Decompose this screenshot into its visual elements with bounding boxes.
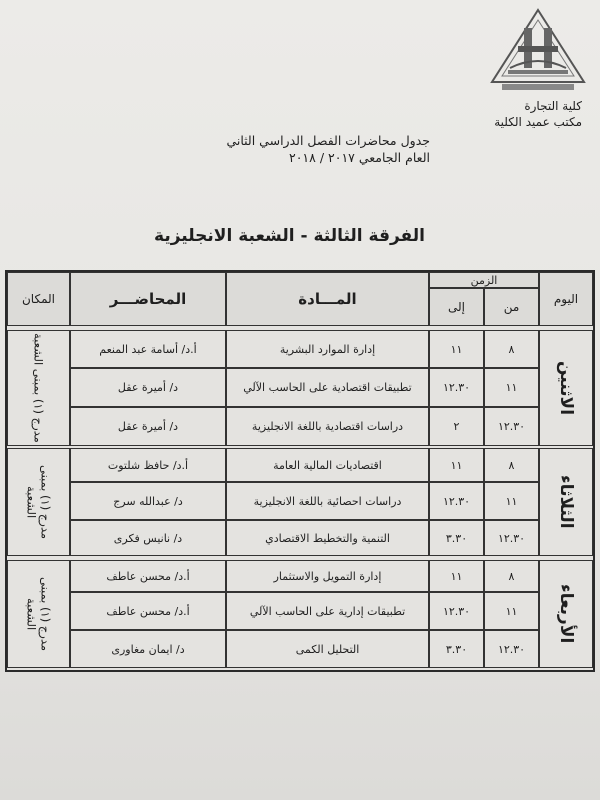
lecturer-cell: أ.د/ أسامة عبد المنعم	[70, 330, 226, 368]
to-cell: ١٢.٣٠	[429, 482, 484, 520]
header-place: المكان	[7, 272, 70, 326]
day-tuesday: الثلاثاء	[539, 448, 593, 556]
lecturer-cell: د/ أميرة عقل	[70, 368, 226, 407]
faculty-block	[494, 98, 582, 130]
subject-cell: اقتصاديات المالية العامة	[226, 448, 429, 482]
subject-cell: تطبيقات إدارية على الحاسب الآلي	[226, 592, 429, 630]
subject-cell: دراسات اقتصادية باللغة الانجليزية	[226, 407, 429, 446]
to-cell: ١١	[429, 330, 484, 368]
lecturer-cell: د/ ايمان مغاورى	[70, 630, 226, 668]
to-cell: ١١	[429, 560, 484, 592]
subject-cell: إدارة التمويل والاستثمار	[226, 560, 429, 592]
header-day: اليوم	[539, 272, 593, 326]
to-cell: ١١	[429, 448, 484, 482]
subject-cell: تطبيقات اقتصادية على الحاسب الآلي	[226, 368, 429, 407]
from-cell: ١٢.٣٠	[484, 630, 539, 668]
place-tuesday: مدرج (١) بمبنى الشعبة	[7, 448, 70, 556]
lecturer-cell: د/ عبدالله سرج	[70, 482, 226, 520]
schedule-table	[5, 270, 595, 672]
university-logo-icon	[488, 6, 588, 92]
header-subject: المـــادة	[226, 272, 429, 326]
subject-cell: التحليل الكمى	[226, 630, 429, 668]
academic-year: العام الجامعي ٢٠١٧ / ٢٠١٨	[288, 150, 430, 165]
lecturer-cell: أ.د/ حافظ شلتوت	[70, 448, 226, 482]
header-time: الزمن	[429, 272, 539, 288]
place-wednesday: مدرج (١) بمبنى الشعبة	[7, 560, 70, 668]
to-cell: ٢	[429, 407, 484, 446]
schedule-title-block	[226, 132, 430, 166]
to-cell: ١٢.٣٠	[429, 592, 484, 630]
section-title: الفرقة الثالثة - الشعبة الانجليزية	[154, 226, 425, 246]
to-cell: ١٢.٣٠	[429, 368, 484, 407]
place-monday: مدرج (١) بمبنى الشعبة	[7, 330, 70, 446]
subject-cell: دراسات احصائية باللغة الانجليزية	[226, 482, 429, 520]
to-cell: ٣.٣٠	[429, 520, 484, 556]
from-cell: ٨	[484, 560, 539, 592]
from-cell: ١١	[484, 592, 539, 630]
header-lecturer: المحاضـــر	[70, 272, 226, 326]
lecturer-cell: د/ أميرة عقل	[70, 407, 226, 446]
from-cell: ١١	[484, 482, 539, 520]
from-cell: ١٢.٣٠	[484, 407, 539, 446]
day-wednesday: الأربعاء	[539, 560, 593, 668]
subject-cell: إدارة الموارد البشرية	[226, 330, 429, 368]
from-cell: ١١	[484, 368, 539, 407]
lecturer-cell: أ.د/ محسن عاطف	[70, 592, 226, 630]
faculty-name: كلية التجارة	[524, 99, 582, 113]
to-cell: ٣.٣٠	[429, 630, 484, 668]
subject-cell: التنمية والتخطيط الاقتصادي	[226, 520, 429, 556]
lecturer-cell: أ.د/ محسن عاطف	[70, 560, 226, 592]
schedule-title: جدول محاضرات الفصل الدراسي الثاني	[226, 133, 430, 148]
from-cell: ١٢.٣٠	[484, 520, 539, 556]
day-monday: الاثنين	[539, 330, 593, 446]
dean-office: مكتب عميد الكلية	[494, 115, 582, 129]
from-cell: ٨	[484, 330, 539, 368]
lecturer-cell: د/ نانيس فكرى	[70, 520, 226, 556]
header-to: إلى	[429, 288, 484, 326]
header-from: من	[484, 288, 539, 326]
from-cell: ٨	[484, 448, 539, 482]
